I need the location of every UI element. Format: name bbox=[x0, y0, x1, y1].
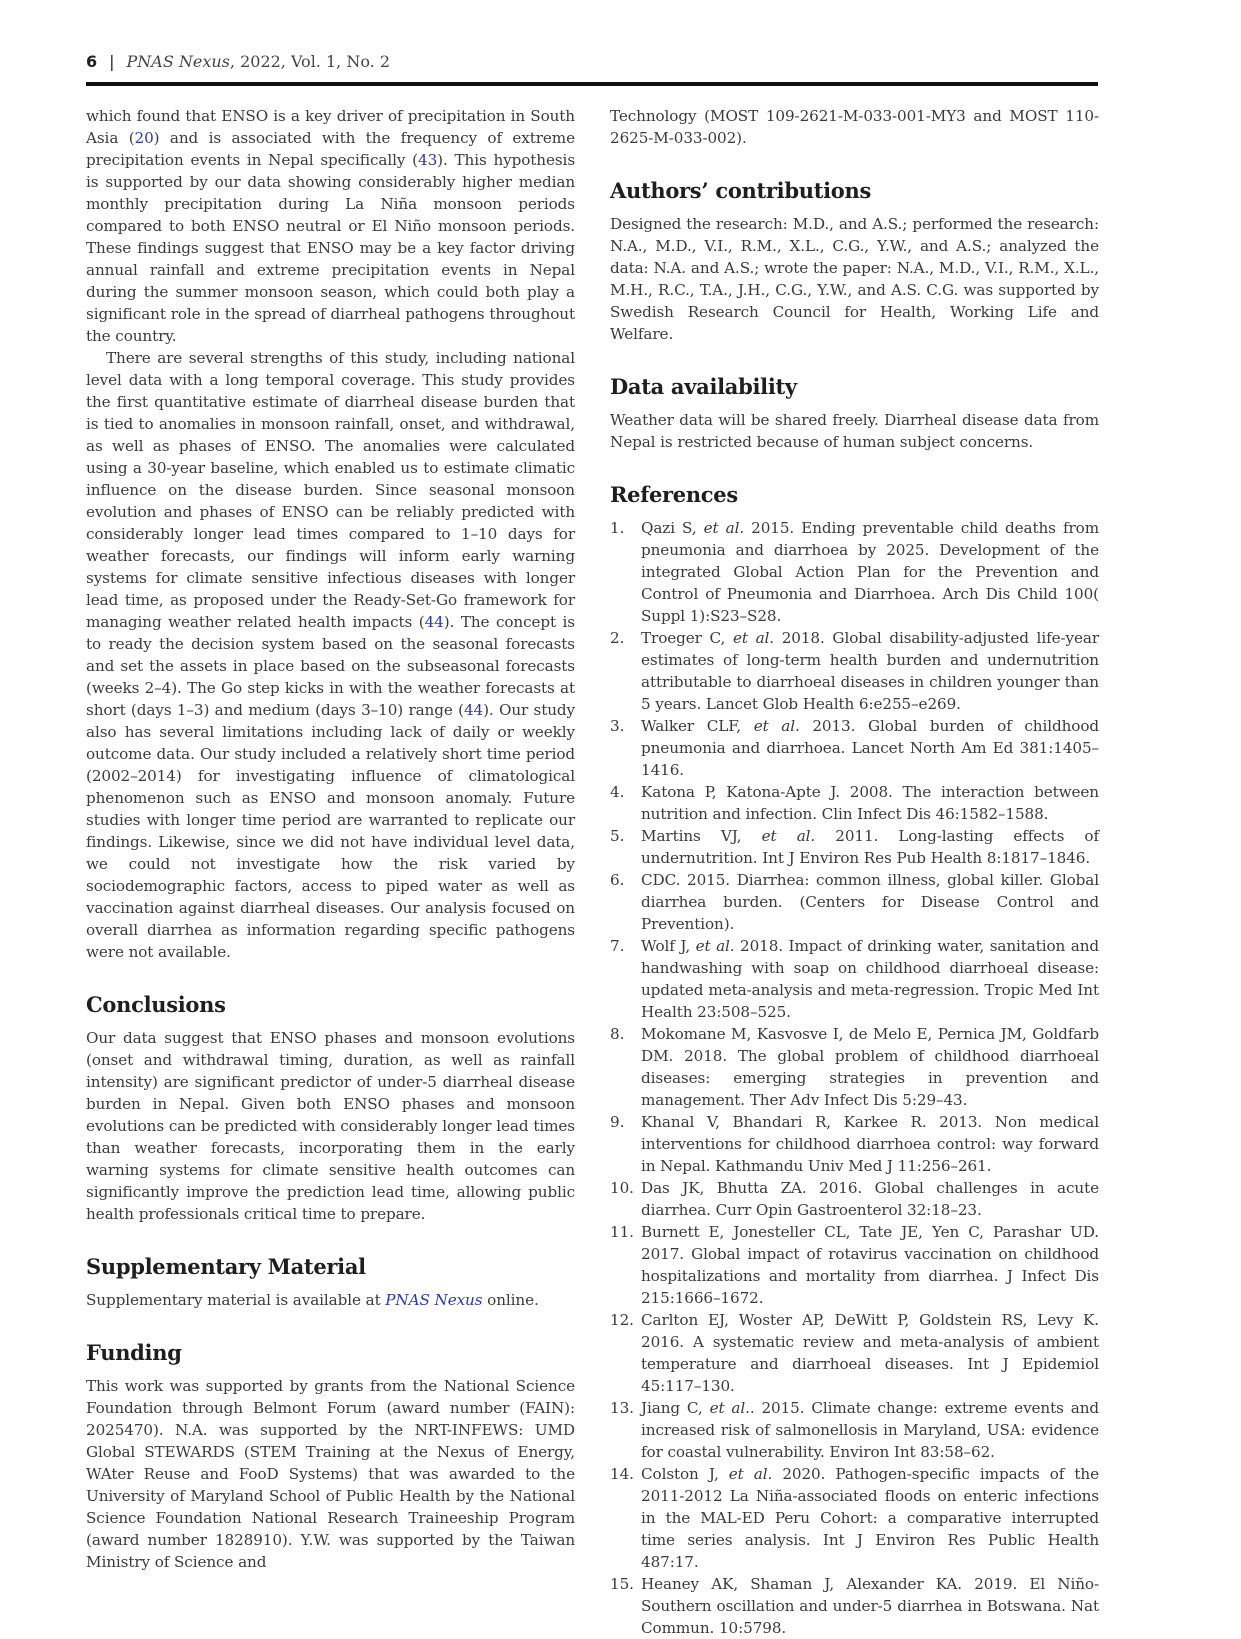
reference-item bbox=[610, 517, 1099, 627]
reference-text: Qazi S, bbox=[641, 519, 704, 537]
conclusions-text: Our data suggest that ENSO phases and monsoon evolutions (onset and withdrawal timing, duration, as well as rainfall intensity) are significant predictor of under-5 diarrheal disease burden in Nepal. Given both ENSO phases and monsoon evolutions can be predicted with considerably longer lead times than weather forecasts, incorporating them in the early warning systems for climate sensitive health outcomes can significantly improve the prediction lead time, allowing public health professionals critical time to prepare. bbox=[86, 1029, 575, 1223]
reference-text: 2018. Impact of drinking water, sanitation and handwashing with soap on childhood diarrhoeal disease: updated meta-analysis and meta-regression. Tropic Med Int Health 23:508–525. bbox=[641, 937, 1100, 1021]
reference-text: Troeger C, bbox=[641, 629, 733, 647]
text-run: ). Our study also has several limitations including lack of daily or weekly outcome data. Our study included a relatively short time period (2002–2014) for investigating influence of climatological phenomenon such as ENSO and monsoon anomaly. Future studies with longer time period are warranted to replicate our findings. Likewise, since we did not have individual level data, we could not investigate how the risk varied by sociodemographic factors, access to piped water as well as vaccination against diarrheal diseases. Our analysis focused on overall diarrhea as information regarding specific pathogens were not available. bbox=[86, 701, 576, 961]
reference-text: 2013. Global burden of childhood pneumonia and diarrhoea. Lancet North Am Ed 381:1405–1416. bbox=[641, 717, 1099, 779]
reference-text: CDC. 2015. Diarrhea: common illness, global killer. Global diarrhea burden. (Centers for Disease Control and Prevention). bbox=[641, 871, 1099, 933]
reference-item bbox=[610, 781, 1099, 825]
citation-link[interactable]: 44 bbox=[463, 701, 484, 719]
discussion-paragraph-2 bbox=[86, 347, 575, 963]
reference-text: Das JK, Bhutta ZA. 2016. Global challenges in acute diarrhea. Curr Opin Gastroenterol 32:18–23. bbox=[641, 1179, 1099, 1219]
header-separator: | bbox=[109, 52, 115, 71]
reference-etal: et al. bbox=[728, 1465, 773, 1483]
reference-etal: et al. bbox=[709, 1399, 750, 1417]
funding-text: This work was supported by grants from the National Science Foundation through Belmont Forum (award number (FAIN): 2025470). N.A. was supported by the NRT-INFEWS: UMD Global STEWARDS (STEM Training at the Nexus of Energy, WAter Reuse and FooD Systems) that was awarded to the University of Maryland School of Public Health by the National Science Foundation National Research Traineeship Program (award number 1828910). Y.W. was supported by the Taiwan Ministry of Science and bbox=[86, 1377, 575, 1571]
citation-link[interactable]: 44 bbox=[424, 613, 444, 631]
page-number: 6 bbox=[86, 52, 98, 71]
references-list bbox=[610, 517, 1099, 1639]
reference-number: 9. bbox=[610, 1113, 625, 1131]
authors-contributions-text: Designed the research: M.D., and A.S.; performed the research: N.A., M.D., V.I., R.M., X.L., C.G., Y.W., and A.S.; analyzed the data: N.A. and A.S.; wrote the paper: N.A., M.D., V.I., R.M., X.L., M.H., R.C., T.A., J.H., C.G., Y.W., and A.S. C.G. was supported by Swedish Research Council for Health, Working Life and Welfare. bbox=[610, 215, 1099, 343]
reference-item bbox=[610, 1221, 1099, 1309]
reference-number: 4. bbox=[610, 783, 625, 801]
right-column bbox=[610, 105, 1099, 1639]
reference-text: . 2015. Climate change: extreme events and increased risk of salmonellosis in Maryland, USA: evidence for coastal vulnerability. Environ Int 83:58–62. bbox=[641, 1399, 1099, 1461]
reference-text: Katona P, Katona-Apte J. 2008. The interaction between nutrition and infection. Clin Infect Dis 46:1582–1588. bbox=[641, 783, 1099, 823]
text-run: ). This hypothesis is supported by our data showing considerably higher median monthly precipitation during La Niña monsoon periods compared to both ENSO neutral or El Niño monsoon periods. These findings suggest that ENSO may be a key factor driving annual rainfall and extreme precipitation events in Nepal during the summer monsoon season, which could both play a significant role in the spread of diarrheal pathogens throughout the country. bbox=[86, 151, 576, 345]
journal-citation: , 2022, Vol. 1, No. 2 bbox=[229, 52, 391, 71]
reference-item bbox=[610, 1397, 1099, 1463]
reference-number: 13. bbox=[610, 1399, 634, 1417]
header-rule bbox=[86, 82, 1098, 86]
reference-number: 11. bbox=[610, 1223, 634, 1241]
text-run: There are several strengths of this study, including national level data with a long temporal coverage. This study provides the first quantitative estimate of diarrheal disease burden that is tied to anomalies in monsoon rainfall, onset, and withdrawal, as well as phases of ENSO. The anomalies were calculated using a 30-year baseline, which enabled us to estimate climatic influence on the disease burden. Since seasonal monsoon evolution and phases of ENSO can be reliably predicted with considerably longer lead times compared to 1–10 days for weather forecasts, our findings will inform early warning systems for climate sensitive infectious diseases with longer lead time, as proposed under the Ready-Set-Go framework for managing weather related health impacts ( bbox=[86, 349, 575, 631]
reference-number: 1. bbox=[610, 519, 625, 537]
funding-heading: Funding bbox=[86, 1340, 182, 1365]
reference-item bbox=[610, 1573, 1099, 1639]
pnas-nexus-link[interactable]: PNAS Nexus bbox=[385, 1291, 483, 1309]
supplementary-text bbox=[86, 1289, 575, 1311]
reference-etal: et al. bbox=[703, 519, 745, 537]
citation-link[interactable]: 43 bbox=[418, 151, 438, 169]
reference-number: 5. bbox=[610, 827, 625, 845]
references-heading: References bbox=[610, 482, 738, 507]
reference-text: Mokomane M, Kasvosve I, de Melo E, Pernica JM, Goldfarb DM. 2018. The global problem of childhood diarrhoeal diseases: emerging strategies in prevention and management. Ther Adv Infect Dis 5:29–43. bbox=[641, 1025, 1099, 1109]
text-run: Supplementary material is available at bbox=[86, 1291, 386, 1309]
reference-item bbox=[610, 1111, 1099, 1177]
running-header bbox=[86, 52, 1098, 71]
reference-number: 12. bbox=[610, 1311, 634, 1329]
reference-etal: et al. bbox=[753, 717, 800, 735]
citation-link[interactable]: 20 bbox=[134, 129, 154, 147]
reference-text: Martins VJ, bbox=[641, 827, 762, 845]
data-availability-heading: Data availability bbox=[610, 374, 797, 399]
reference-item bbox=[610, 1309, 1099, 1397]
text-run: which found that ENSO is a key driver of precipitation in South Asia ( bbox=[86, 107, 575, 147]
reference-number: 2. bbox=[610, 629, 625, 647]
reference-text: 2020. Pathogen-specific impacts of the 2011-2012 La Niña-associated floods on enteric infections in the MAL-ED Peru Cohort: a comparative interrupted time series analysis. Int J Environ Res Public Health 487:17. bbox=[641, 1465, 1099, 1571]
reference-number: 14. bbox=[610, 1465, 634, 1483]
reference-item bbox=[610, 627, 1099, 715]
reference-text: 2011. Long-lasting effects of undernutrition. Int J Environ Res Pub Health 8:1817–1846. bbox=[641, 827, 1099, 867]
reference-item bbox=[610, 1463, 1099, 1573]
reference-item bbox=[610, 825, 1099, 869]
text-run: online. bbox=[482, 1291, 539, 1309]
reference-text: Carlton EJ, Woster AP, DeWitt P, Goldstein RS, Levy K. 2016. A systematic review and meta-analysis of ambient temperature and diarrhoeal diseases. Int J Epidemiol 45:117–130. bbox=[641, 1311, 1099, 1395]
left-column bbox=[86, 105, 575, 1573]
reference-number: 10. bbox=[610, 1179, 634, 1197]
reference-text: 2018. Global disability-adjusted life-year estimates of long-term health burden and undernutrition attributable to diarrhoeal diseases in children younger than 5 years. Lancet Glob Health 6:e255–e269. bbox=[641, 629, 1099, 713]
reference-text: Burnett E, Jonesteller CL, Tate JE, Yen C, Parashar UD. 2017. Global impact of rotavirus vaccination on childhood hospitalizations and mortality from diarrhea. J Infect Dis 215:1666–1672. bbox=[641, 1223, 1099, 1307]
discussion-paragraph-1 bbox=[86, 105, 575, 347]
reference-number: 15. bbox=[610, 1575, 634, 1593]
reference-etal: et al. bbox=[732, 629, 775, 647]
reference-text: Colston J, bbox=[641, 1465, 729, 1483]
conclusions-heading: Conclusions bbox=[86, 992, 226, 1017]
journal-name: PNAS Nexus bbox=[126, 52, 230, 71]
reference-item bbox=[610, 1023, 1099, 1111]
reference-etal: et al. bbox=[761, 827, 816, 845]
text-run: ) and is associated with the frequency of extreme precipitation events in Nepal specifically ( bbox=[86, 129, 576, 169]
reference-text: Walker CLF, bbox=[641, 717, 754, 735]
reference-item bbox=[610, 935, 1099, 1023]
text-run: ). The concept is to ready the decision system based on the seasonal forecasts and set the assets in place based on the subseasonal forecasts (weeks 2–4). The Go step kicks in with the weather forecasts at short (days 1–3) and medium (days 3–10) range ( bbox=[86, 613, 575, 719]
reference-text: Khanal V, Bhandari R, Karkee R. 2013. Non medical interventions for childhood diarrhoea control: way forward in Nepal. Kathmandu Univ Med J 11:256–261. bbox=[641, 1113, 1099, 1175]
data-availability-text: Weather data will be shared freely. Diarrheal disease data from Nepal is restricted because of human subject concerns. bbox=[610, 411, 1099, 451]
authors-contributions-heading: Authors’ contributions bbox=[610, 178, 871, 203]
reference-text: Jiang C, bbox=[641, 1399, 710, 1417]
reference-item bbox=[610, 715, 1099, 781]
reference-item bbox=[610, 869, 1099, 935]
reference-item bbox=[610, 1177, 1099, 1221]
reference-text: 2015. Ending preventable child deaths from pneumonia and diarrhoea by 2025. Development of the integrated Global Action Plan for the Prevention and Control of Pneumonia and Diarrhoea. Arch Dis Child 100( Suppl 1):S23–S28. bbox=[641, 519, 1099, 625]
reference-number: 8. bbox=[610, 1025, 625, 1043]
reference-etal: et al. bbox=[695, 937, 735, 955]
reference-number: 6. bbox=[610, 871, 625, 889]
funding-text-continued: Technology (MOST 109-2621-M-033-001-MY3 and MOST 110-2625-M-033-002). bbox=[610, 107, 1099, 147]
supplementary-heading: Supplementary Material bbox=[86, 1254, 366, 1279]
reference-text: Heaney AK, Shaman J, Alexander KA. 2019. El Niño-Southern oscillation and under-5 diarrhea in Botswana. Nat Commun. 10:5798. bbox=[641, 1575, 1099, 1637]
reference-number: 7. bbox=[610, 937, 625, 955]
reference-number: 3. bbox=[610, 717, 625, 735]
reference-text: Wolf J, bbox=[641, 937, 696, 955]
